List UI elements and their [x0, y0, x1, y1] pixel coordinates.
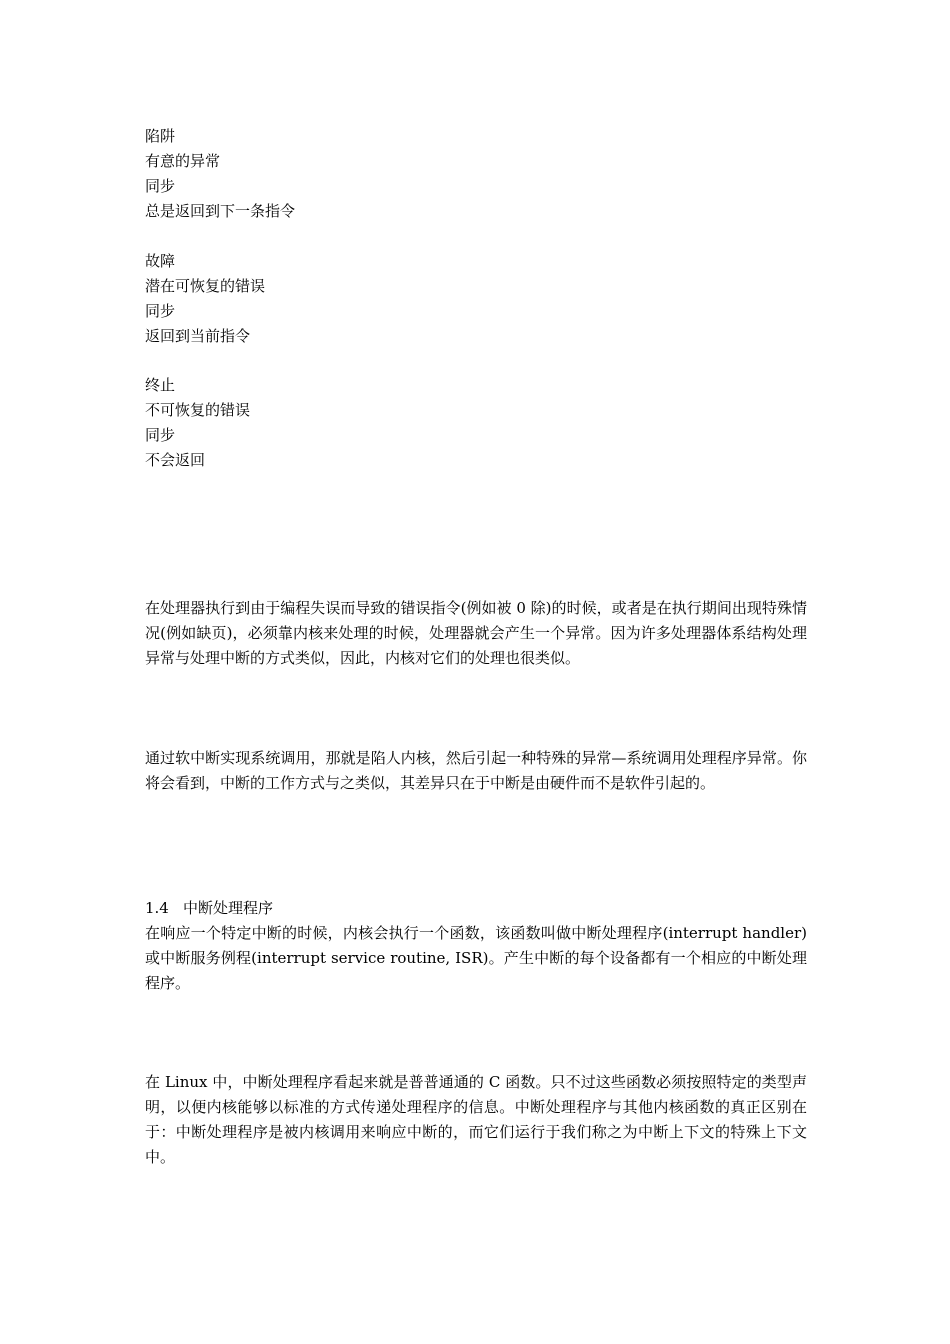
list-item: 潜在可恢复的错误 — [145, 277, 266, 295]
paragraph-exceptions: 在处理器执行到由于编程失误而导致的错误指令(例如被 0 除)的时候，或者是在执行期间出现特殊情况(例如缺页)，必须靠内核来处理的时候，处理器就会产生一个异常。因为许多处理器体系结构处理异常与处理中断的方式类似，因此，内核对它们的处理也很类似。 — [145, 599, 807, 667]
list-title-fault: 故障 — [145, 252, 176, 270]
list-title-trap: 陷阱 — [145, 127, 176, 145]
list-item: 返回到当前指令 — [145, 327, 251, 345]
paragraph-syscall: 通过软中断实现系统调用，那就是陷人内核，然后引起一种特殊的异常—系统调用处理程序异常。你将会看到，中断的工作方式与之类似，其差异只在于中断是由硬件而不是软件引起的。 — [145, 749, 807, 792]
list-item: 同步 — [145, 426, 176, 444]
section-number: 1.4 — [145, 899, 169, 917]
section-title: 中断处理程序 — [183, 899, 274, 917]
paragraph-linux: 在 Linux 中，中断处理程序看起来就是普普通通的 C 函数。只不过这些函数必须按照特定的类型声明，以便内核能够以标准的方式传递处理程序的信息。中断处理程序与其他内核函数的真正区别在于：中断处理程序是被内核调用来响应中断的，而它们运行于我们称之为中断上下文的特殊上下文中。 — [145, 1073, 807, 1166]
list-item: 同步 — [145, 177, 176, 195]
section-heading — [145, 896, 273, 921]
list-item: 不会返回 — [145, 451, 206, 469]
paragraph-handler: 在响应一个特定中断的时候，内核会执行一个函数，该函数叫做中断处理程序(interrupt handler)或中断服务例程(interrupt service routine, ISR)。产生中断的每个设备都有一个相应的中断处理程序。 — [145, 924, 807, 992]
list-title-abort: 终止 — [145, 376, 176, 394]
list-item: 同步 — [145, 302, 176, 320]
list-item: 不可恢复的错误 — [145, 401, 251, 419]
list-item: 总是返回到下一条指令 — [145, 202, 296, 220]
list-item: 有意的异常 — [145, 152, 221, 170]
